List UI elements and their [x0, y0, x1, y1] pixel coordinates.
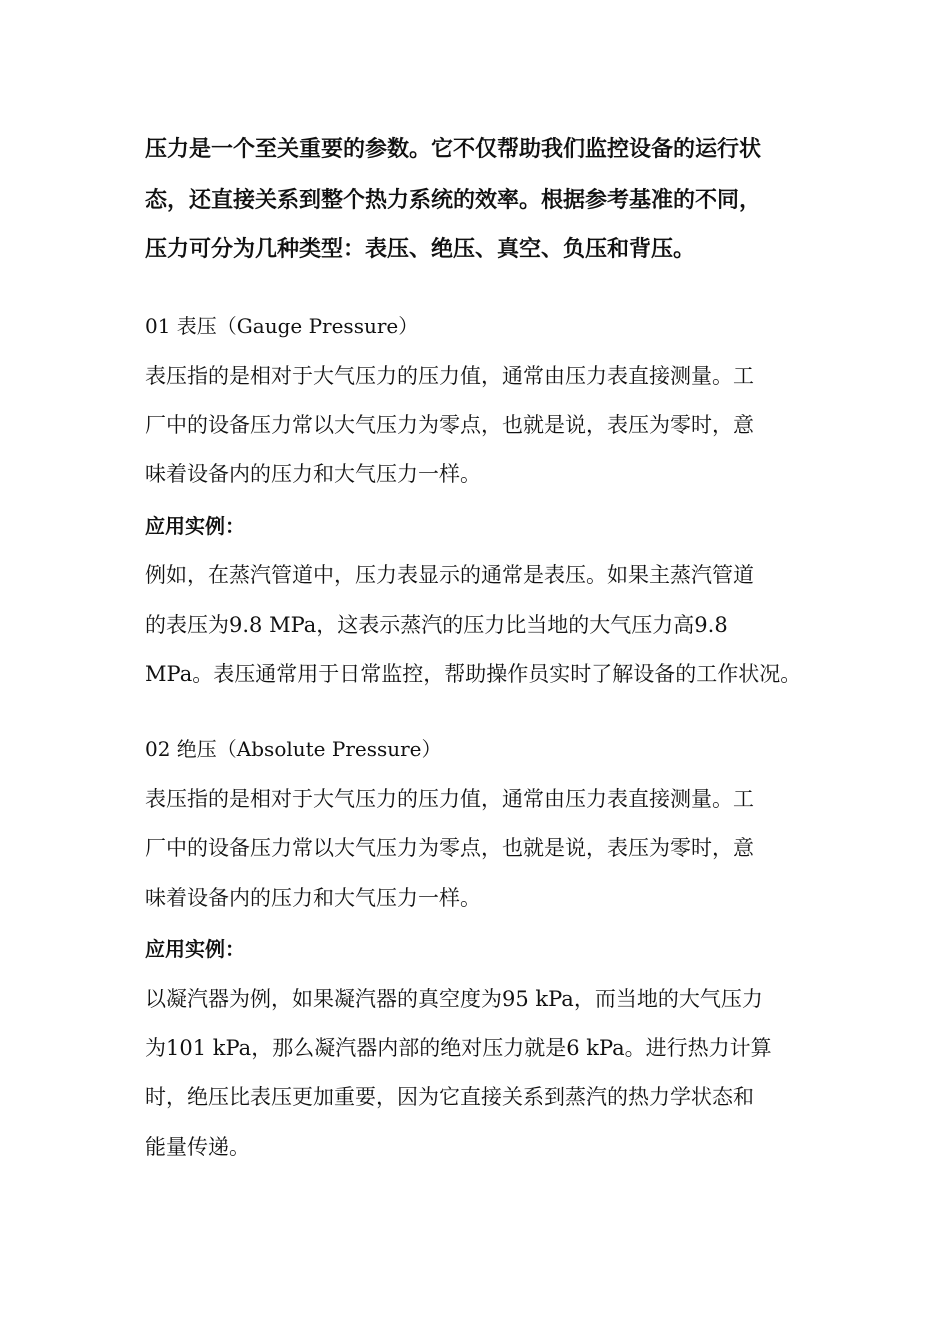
section-heading-absolute-pressure: 02 绝压（Absolute Pressure）	[145, 737, 442, 761]
intro-line-2: 态，还直接关系到整个热力系统的效率。根据参考基准的不同，	[145, 188, 762, 213]
section-heading-gauge-pressure: 01 表压（Gauge Pressure）	[145, 314, 419, 338]
gauge-example-line-2: 的表压为9.8 MPa，这表示蒸汽的压力比当地的大气压力高9.8	[145, 613, 728, 637]
intro-line-3: 压力可分为几种类型：表压、绝压、真空、负压和背压。	[145, 237, 696, 262]
gauge-definition-line-3: 味着设备内的压力和大气压力一样。	[145, 462, 481, 486]
gauge-example-label: 应用实例：	[145, 514, 245, 538]
absolute-definition-line-1: 表压指的是相对于大气压力的压力值，通常由压力表直接测量。工	[145, 787, 754, 811]
gauge-example-line-1: 例如，在蒸汽管道中，压力表显示的通常是表压。如果主蒸汽管道	[145, 563, 754, 587]
gauge-definition-line-1: 表压指的是相对于大气压力的压力值，通常由压力表直接测量。工	[145, 364, 754, 388]
absolute-definition-line-3: 味着设备内的压力和大气压力一样。	[145, 886, 481, 910]
absolute-example-line-2: 为101 kPa，那么凝汽器内部的绝对压力就是6 kPa。进行热力计算	[145, 1036, 772, 1060]
absolute-example-line-1: 以凝汽器为例，如果凝汽器的真空度为95 kPa，而当地的大气压力	[145, 987, 763, 1011]
absolute-example-line-3: 时，绝压比表压更加重要，因为它直接关系到蒸汽的热力学状态和	[145, 1085, 754, 1109]
absolute-example-label: 应用实例：	[145, 937, 245, 961]
absolute-example-line-4: 能量传递。	[145, 1135, 250, 1159]
gauge-example-line-3: MPa。表压通常用于日常监控，帮助操作员实时了解设备的工作状况。	[145, 662, 802, 686]
gauge-definition-line-2: 厂中的设备压力常以大气压力为零点，也就是说，表压为零时，意	[145, 413, 754, 437]
absolute-definition-line-2: 厂中的设备压力常以大气压力为零点，也就是说，表压为零时，意	[145, 836, 754, 860]
intro-line-1: 压力是一个至关重要的参数。它不仅帮助我们监控设备的运行状	[145, 137, 762, 162]
